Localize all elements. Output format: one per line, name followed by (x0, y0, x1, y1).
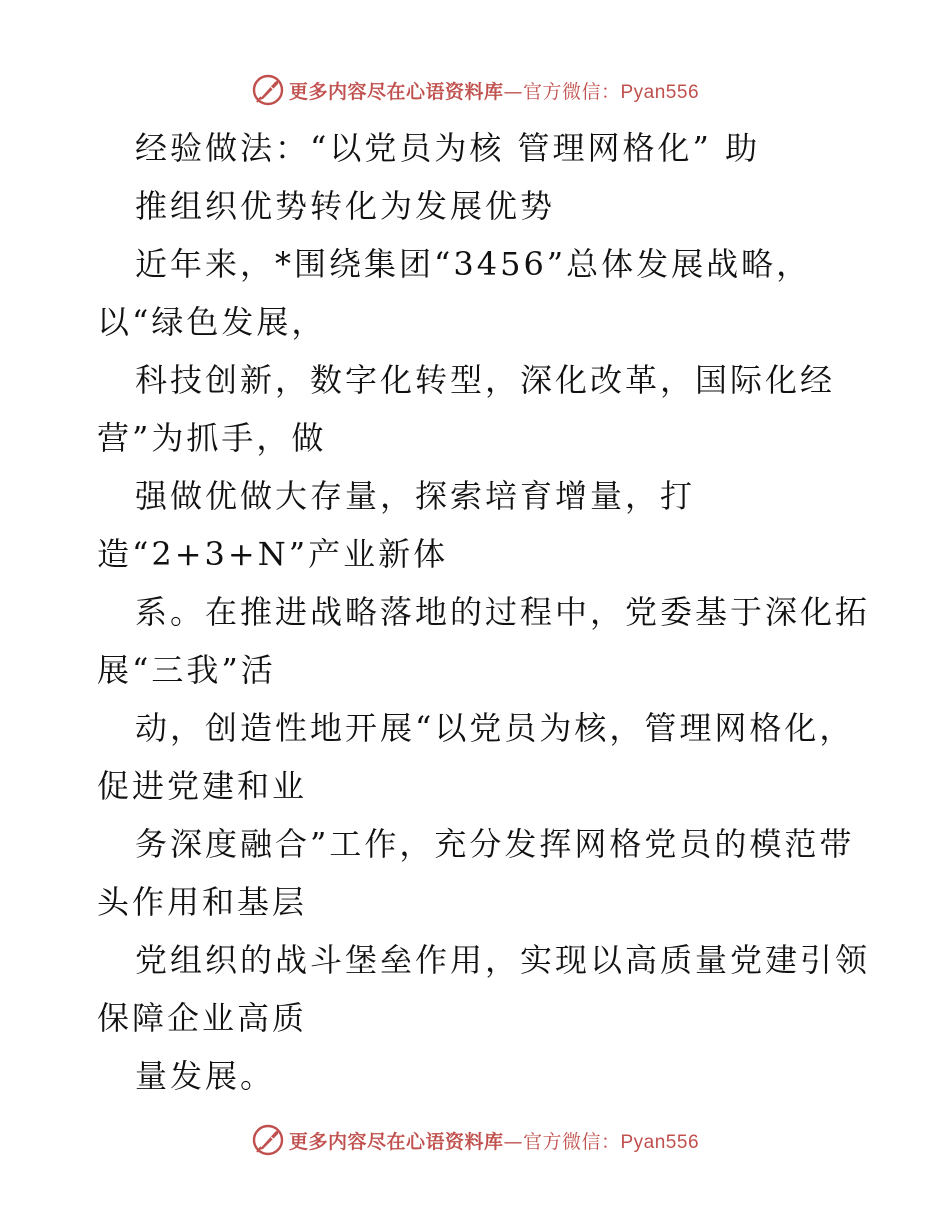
text-line: 科技创新，数字化转型，深化改革，国际化经 (135, 361, 836, 399)
text-line: 强做优做大存量，探索培育增量，打 (135, 477, 696, 515)
watermark-main: 更多内容尽在心语资料库 (288, 1130, 504, 1153)
watermark-main: 更多内容尽在心语资料库 (288, 80, 504, 103)
text-line: 党组织的战斗堡垒作用，实现以高质量党建引领 (135, 941, 871, 979)
text-line: 动，创造性地开展“以党员为核，管理网格化， (135, 709, 855, 747)
text-line: 近年来，*围绕集团“3456”总体发展战略， (135, 245, 812, 283)
watermark-wechat-id: Pyan556 (620, 1131, 700, 1153)
text-line: 系。在推进战略落地的过程中，党委基于深化拓 (135, 593, 871, 631)
watermark-wechat-label: 官方微信： (522, 80, 621, 103)
text-line: 造“2+3+N”产业新体 (97, 535, 449, 573)
text-line: 以“绿色发展， (97, 303, 327, 341)
text-line: 经验做法：“以党员为核 管理网格化” 助 (135, 129, 761, 167)
text-line: 量发展。 (135, 1057, 276, 1095)
text-line: 务深度融合”工作，充分发挥网格党员的模范带 (135, 825, 855, 863)
watermark-separator: — (503, 80, 523, 103)
watermark-text (289, 1127, 699, 1154)
footer-watermark (0, 1120, 950, 1160)
text-line: 保障企业高质 (97, 999, 308, 1037)
text-line: 头作用和基层 (97, 883, 308, 921)
quill-pen-logo-icon (251, 1123, 285, 1157)
text-line: 促进党建和业 (97, 767, 308, 805)
text-line: 营”为抓手，做 (97, 419, 327, 457)
watermark-wechat-label: 官方微信： (522, 1130, 621, 1153)
watermark-wechat-id: Pyan556 (620, 81, 700, 103)
watermark-separator: — (503, 1130, 523, 1153)
text-line: 推组织优势转化为发展优势 (135, 187, 556, 225)
text-line: 展“三我”活 (97, 651, 276, 689)
